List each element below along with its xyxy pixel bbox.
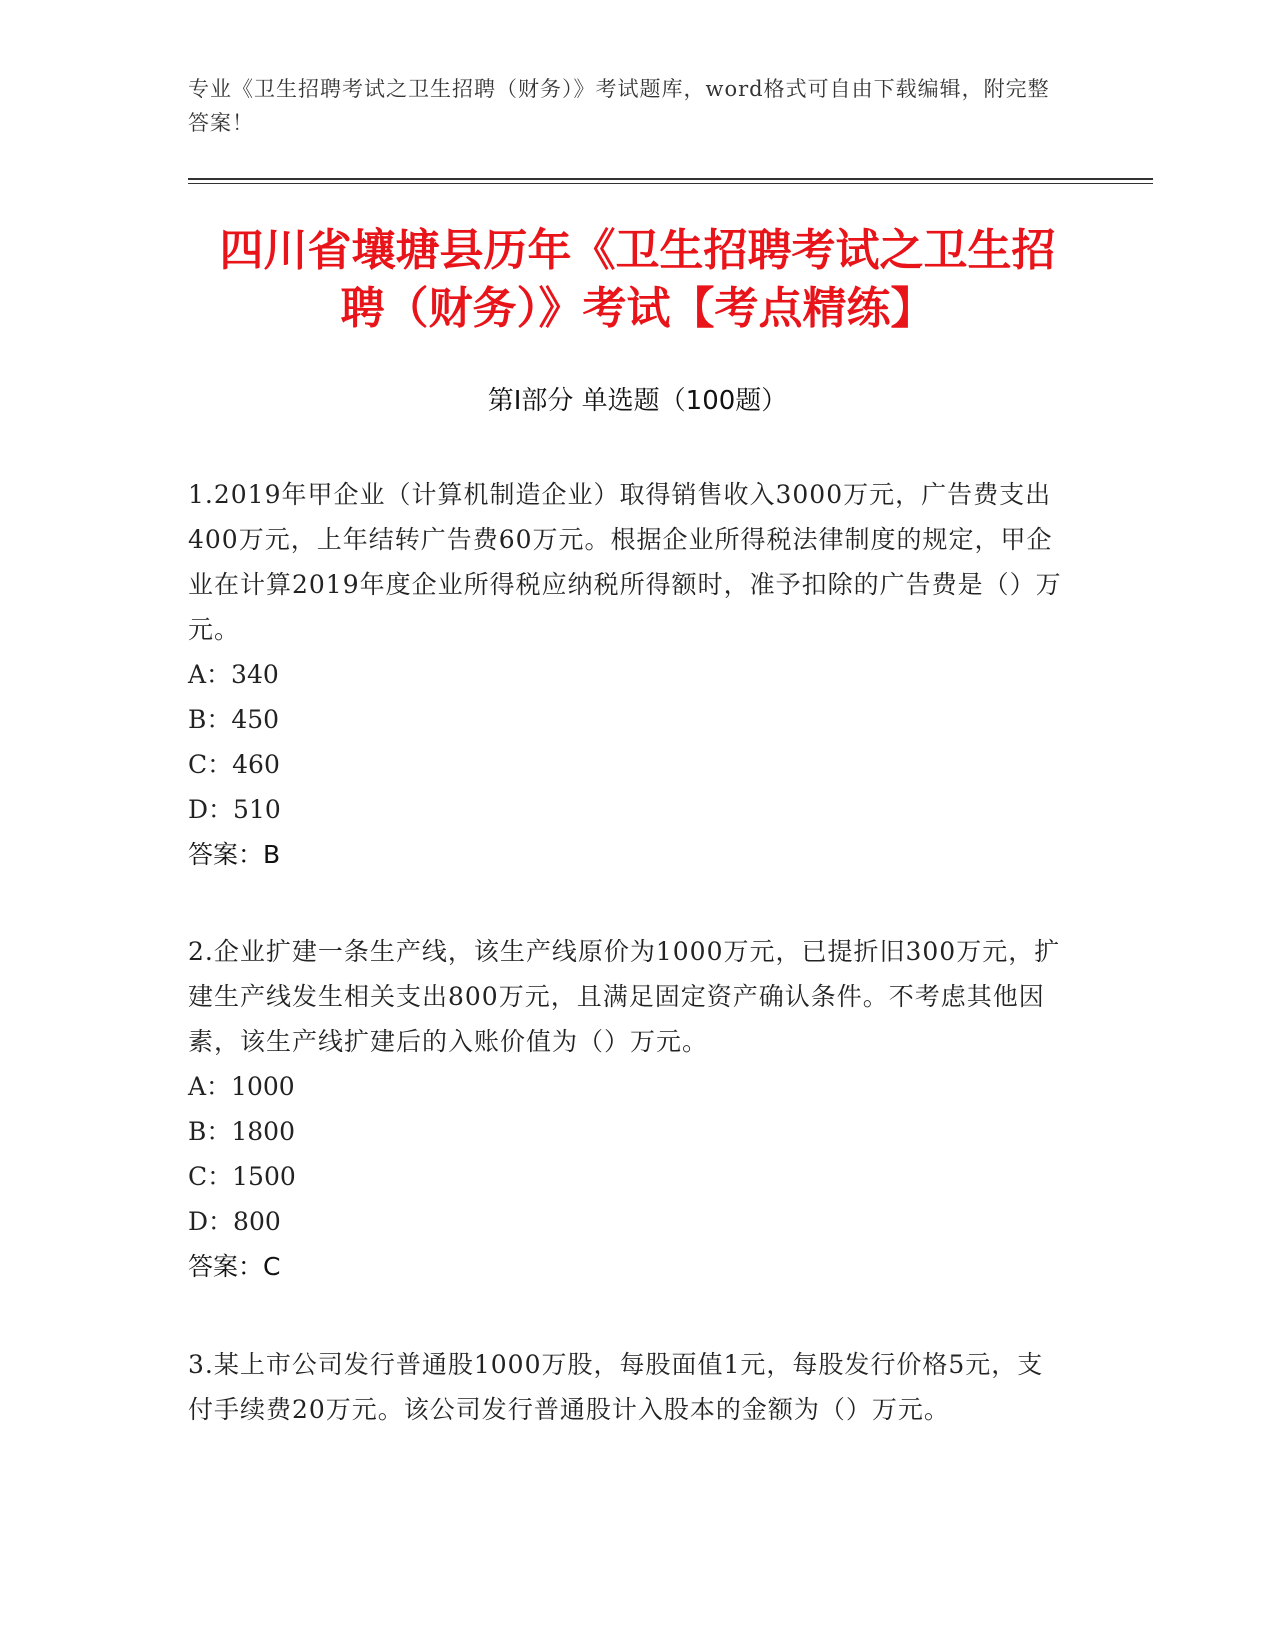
- option-a: A：1000: [188, 1072, 295, 1101]
- answer: 答案：C: [188, 1252, 281, 1281]
- section-title: 第Ⅰ部分 单选题（100题）: [487, 386, 788, 416]
- question-3: [188, 1342, 1068, 1432]
- option-c: C：460: [188, 750, 280, 779]
- header-divider-thin: [188, 183, 1153, 184]
- option-c: C：1500: [188, 1162, 296, 1191]
- option-d: D：510: [188, 795, 281, 824]
- document-title: [160, 222, 1115, 338]
- option-b: B：450: [188, 705, 280, 734]
- document-title-line-1: 四川省壤塘县历年《卫生招聘考试之卫生招: [219, 225, 1056, 276]
- question-stem: 1.2019年甲企业（计算机制造企业）取得销售收入3000万元，广告费支出400万元，上年结转广告费60万元。根据企业所得税法律制度的规定，甲企业在计算2019年度企业所得税应纳税所得额时，准予扣除的广告费是（）万元。: [188, 480, 1062, 644]
- answer: 答案：B: [188, 840, 281, 869]
- header-note: 专业《卫生招聘考试之卫生招聘（财务）》考试题库，word格式可自由下载编辑，附完整答案！: [188, 77, 1050, 135]
- question-stem: 3.某上市公司发行普通股1000万股，每股面值1元，每股发行价格5元，支付手续费20万元。该公司发行普通股计入股本的金额为（）万元。: [188, 1350, 1044, 1424]
- document-title-line-2: 聘（财务）》考试【考点精练】: [340, 283, 935, 334]
- question-stem: 2.企业扩建一条生产线，该生产线原价为1000万元，已提折旧300万元，扩建生产线发生相关支出800万元，且满足固定资产确认条件。不考虑其他因素，该生产线扩建后的入账价值为（）万元。: [188, 937, 1061, 1056]
- option-b: B：1800: [188, 1117, 295, 1146]
- question-1: [188, 472, 1068, 877]
- header-divider-thick: [188, 178, 1153, 180]
- option-a: A：340: [188, 660, 279, 689]
- question-2: [188, 929, 1068, 1289]
- option-d: D：800: [188, 1207, 281, 1236]
